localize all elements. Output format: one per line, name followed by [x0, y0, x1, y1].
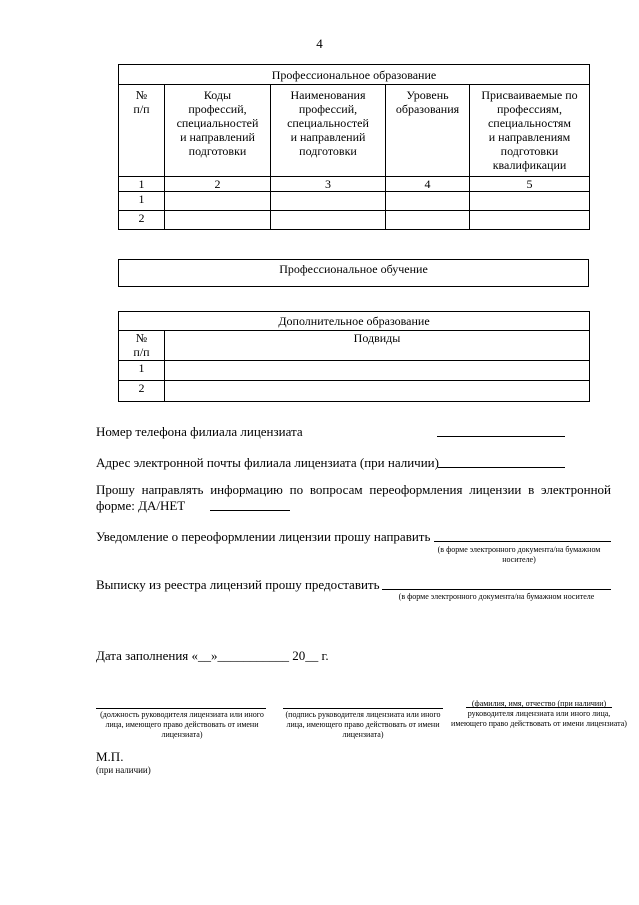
table-row [119, 192, 590, 211]
signature-caption: (подпись руководителя лицензиата или иного лица, имеющего право действовать от имени лицензиата) [285, 710, 441, 739]
notice-hint: (в форме электронного документа/на бумажном носителе) [437, 545, 601, 564]
request-text: Прошу направлять информацию по вопросам переоформления лицензии в электронной [96, 482, 611, 497]
email-field[interactable] [438, 467, 565, 468]
col-number: 2 [165, 177, 271, 192]
table-cell: 1 [119, 192, 165, 211]
add-education-table [118, 311, 590, 402]
notice-label: Уведомление о переоформлении лицензии прошу направить [96, 529, 431, 544]
header-cell: Коды профессий, специальностей и направлений подготовки [165, 85, 271, 177]
email-label: Адрес электронной почты филиала лицензиата (при наличии) [96, 455, 439, 470]
add-education-title: Дополнительное образование [119, 312, 590, 331]
col-number: 3 [271, 177, 386, 192]
header-cell: Присваиваемые по профессиям, специальностям и направлениям подготовки квалификации [470, 85, 590, 177]
request-answer-label: форме: ДА/НЕТ [96, 498, 186, 513]
notice-field[interactable] [434, 541, 611, 542]
header-cell: № п/п [119, 331, 165, 361]
prof-education-title: Профессиональное образование [119, 65, 590, 85]
table-row [119, 381, 590, 402]
position-caption: (должность руководителя лицензиата или иного лица, имеющего право действовать от имени лицензиата) [100, 710, 264, 739]
signature-field[interactable] [283, 708, 443, 709]
table-cell[interactable] [271, 192, 386, 211]
table-cell[interactable] [165, 192, 271, 211]
table-cell[interactable] [470, 211, 590, 230]
table-cell: 1 [119, 361, 165, 381]
name-caption: (фамилия, имя, отчество (при наличии) руководителя лицензиата или иного лица, имеющего право действовать от имени лицензиата) [451, 699, 627, 728]
table-cell: 2 [119, 211, 165, 230]
table-row [119, 361, 590, 381]
extract-label: Выписку из реестра лицензий прошу предоставить [96, 577, 380, 592]
col-number: 4 [386, 177, 470, 192]
page-number: 4 [316, 36, 323, 51]
phone-label: Номер телефона филиала лицензиата [96, 424, 303, 439]
table-cell[interactable] [271, 211, 386, 230]
seal-note: (при наличии) [96, 765, 151, 775]
request-answer-field[interactable] [210, 510, 290, 511]
table-cell[interactable] [165, 211, 271, 230]
prof-training-title: Профессиональное обучение [119, 260, 589, 287]
col-number: 1 [119, 177, 165, 192]
col-number: 5 [470, 177, 590, 192]
table-cell[interactable] [165, 381, 590, 402]
seal-label: М.П. [96, 749, 124, 764]
header-cell: Уровень образования [386, 85, 470, 177]
table-cell[interactable] [386, 192, 470, 211]
phone-field[interactable] [437, 436, 565, 437]
header-cell: Наименования профессий, специальностей и направлений подготовки [271, 85, 386, 177]
table-cell[interactable] [386, 211, 470, 230]
table-row [119, 211, 590, 230]
extract-field[interactable] [382, 589, 611, 590]
table-cell[interactable] [470, 192, 590, 211]
prof-training-table [118, 259, 589, 287]
table-cell[interactable] [165, 361, 590, 381]
position-field[interactable] [96, 708, 266, 709]
extract-hint: (в форме электронного документа/на бумажном носителе [398, 592, 595, 601]
header-cell: № п/п [119, 85, 165, 177]
table-cell: 2 [119, 381, 165, 402]
prof-education-table [118, 64, 590, 230]
date-label: Дата заполнения «__»___________ 20__ г. [96, 648, 329, 663]
header-cell: Подвиды [165, 331, 590, 361]
